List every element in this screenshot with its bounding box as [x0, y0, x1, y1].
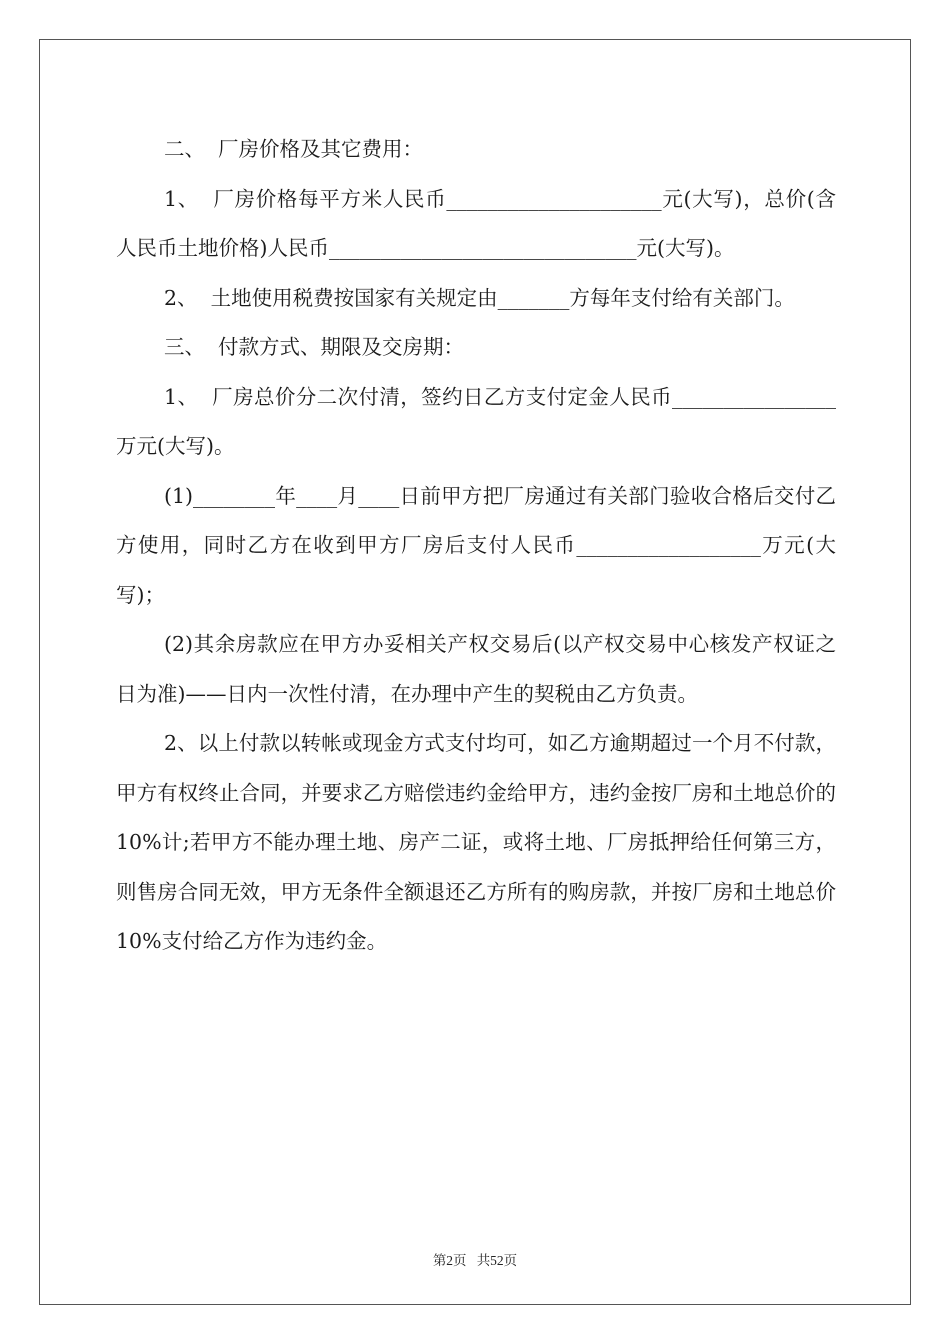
paragraph-payment-sub-2: (2)其余房款应在甲方办妥相关产权交易后(以产权交易中心核发产权证之日为准)——日内一次性付清，在办理中产生的契税由乙方负责。	[116, 632, 836, 706]
section-heading-price: 二、 厂房价格及其它费用：	[164, 137, 424, 161]
paragraph-payment-item-1: 1、 厂房总价分二次付清，签约日乙方支付定金人民币________________万元(大写)。	[116, 384, 836, 458]
paragraph-payment-sub-1: (1)________年____月____日前甲方把厂房通过有关部门验收合格后交付乙方使用，同时乙方在收到甲方厂房后支付人民币__________________万元(大写)；	[116, 483, 836, 607]
page-number: 第2页	[432, 1253, 467, 1268]
page-footer	[0, 1249, 950, 1269]
total-pages: 共52页	[476, 1253, 518, 1268]
paragraph-price-item-1: 1、 厂房价格每平方米人民币_____________________元(大写)，总价(含人民币土地价格)人民币______________________________元(大写)。	[116, 186, 836, 260]
paragraph-price-item-2: 2、 土地使用税费按国家有关规定由_______方每年支付给有关部门。	[164, 285, 795, 310]
section-heading-payment: 三、 付款方式、期限及交房期：	[164, 335, 465, 359]
paragraph-payment-item-2: 2、以上付款以转帐或现金方式支付均可，如乙方逾期超过一个月不付款，甲方有权终止合同，并要求乙方赔偿违约金给甲方，违约金按厂房和土地总价的10%计;若甲方不能办理土地、房产二证，或将土地、厂房抵押给任何第三方，则售房合同无效，甲方无条件全额退还乙方所有的购房款，并按厂房和土地总价 10%支付给乙方作为违约金。	[116, 731, 843, 953]
document-body	[116, 125, 843, 967]
